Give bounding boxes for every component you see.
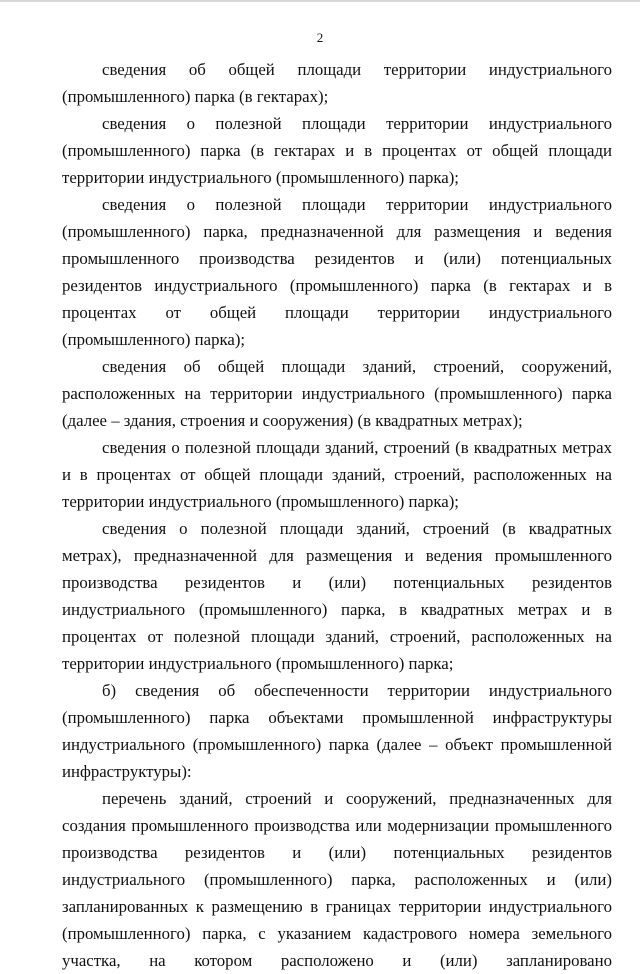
paragraph-useful-park-area: сведения о полезной площади территории индустриального (промышленного) парка (в гектарах и в процентах от общей площади территории индустриального (промышленного) парка); bbox=[62, 114, 612, 187]
paragraph-total-buildings-area: сведения об общей площади зданий, строений, сооружений, расположенных на территории индустриального (промышленного) парка (далее – здания, строения и сооружения) (в квадратных метрах); bbox=[62, 357, 612, 430]
top-border bbox=[0, 0, 640, 2]
paragraph-buildings-list: перечень зданий, строений и сооружений, предназначенных для создания промышленного производства или модернизации промышленного производства резидентов и (или) потенциальных резидентов индустриального (промышленного) парка, расположенных и (или) запланированных к размещению в границах территории индустриального (промышленного) парка, с указанием кадастрового номера земельного участка, на котором расположено и (или) запланировано bbox=[62, 789, 612, 970]
paragraph-infrastructure-provision: б) сведения об обеспеченности территории индустриального (промышленного) парка объектами промышленной инфраструктуры индустриального (промышленного) парка (далее – объект промышленной инфраструктуры): bbox=[62, 681, 612, 781]
paragraph-useful-buildings-area: сведения о полезной площади зданий, строений (в квадратных метрах и в процентах от общей площади зданий, строений, расположенных на территории индустриального (промышленного) парка); bbox=[62, 438, 612, 511]
paragraph-useful-buildings-area-for-production: сведения о полезной площади зданий, строений (в квадратных метрах), предназначенной для размещения и ведения промышленного производства резидентов и (или) потенциальных резидентов индустриального (промышленного) парка, в квадратных метрах и в процентах от полезной площади зданий, строений, расположенных на территории индустриального (промышленного) парка; bbox=[62, 519, 612, 673]
document-body bbox=[62, 56, 612, 974]
paragraph-total-park-area: сведения об общей площади территории индустриального (промышленного) парка (в гектарах); bbox=[62, 60, 612, 106]
paragraph-useful-area-for-production: сведения о полезной площади территории индустриального (промышленного) парка, предназначенной для размещения и ведения промышленного производства резидентов и (или) потенциальных резидентов индустриального (промышленного) парка (в гектарах и в процентах от общей площади территории индустриального (промышленного) парка); bbox=[62, 195, 612, 349]
page-number: 2 bbox=[316, 30, 324, 45]
